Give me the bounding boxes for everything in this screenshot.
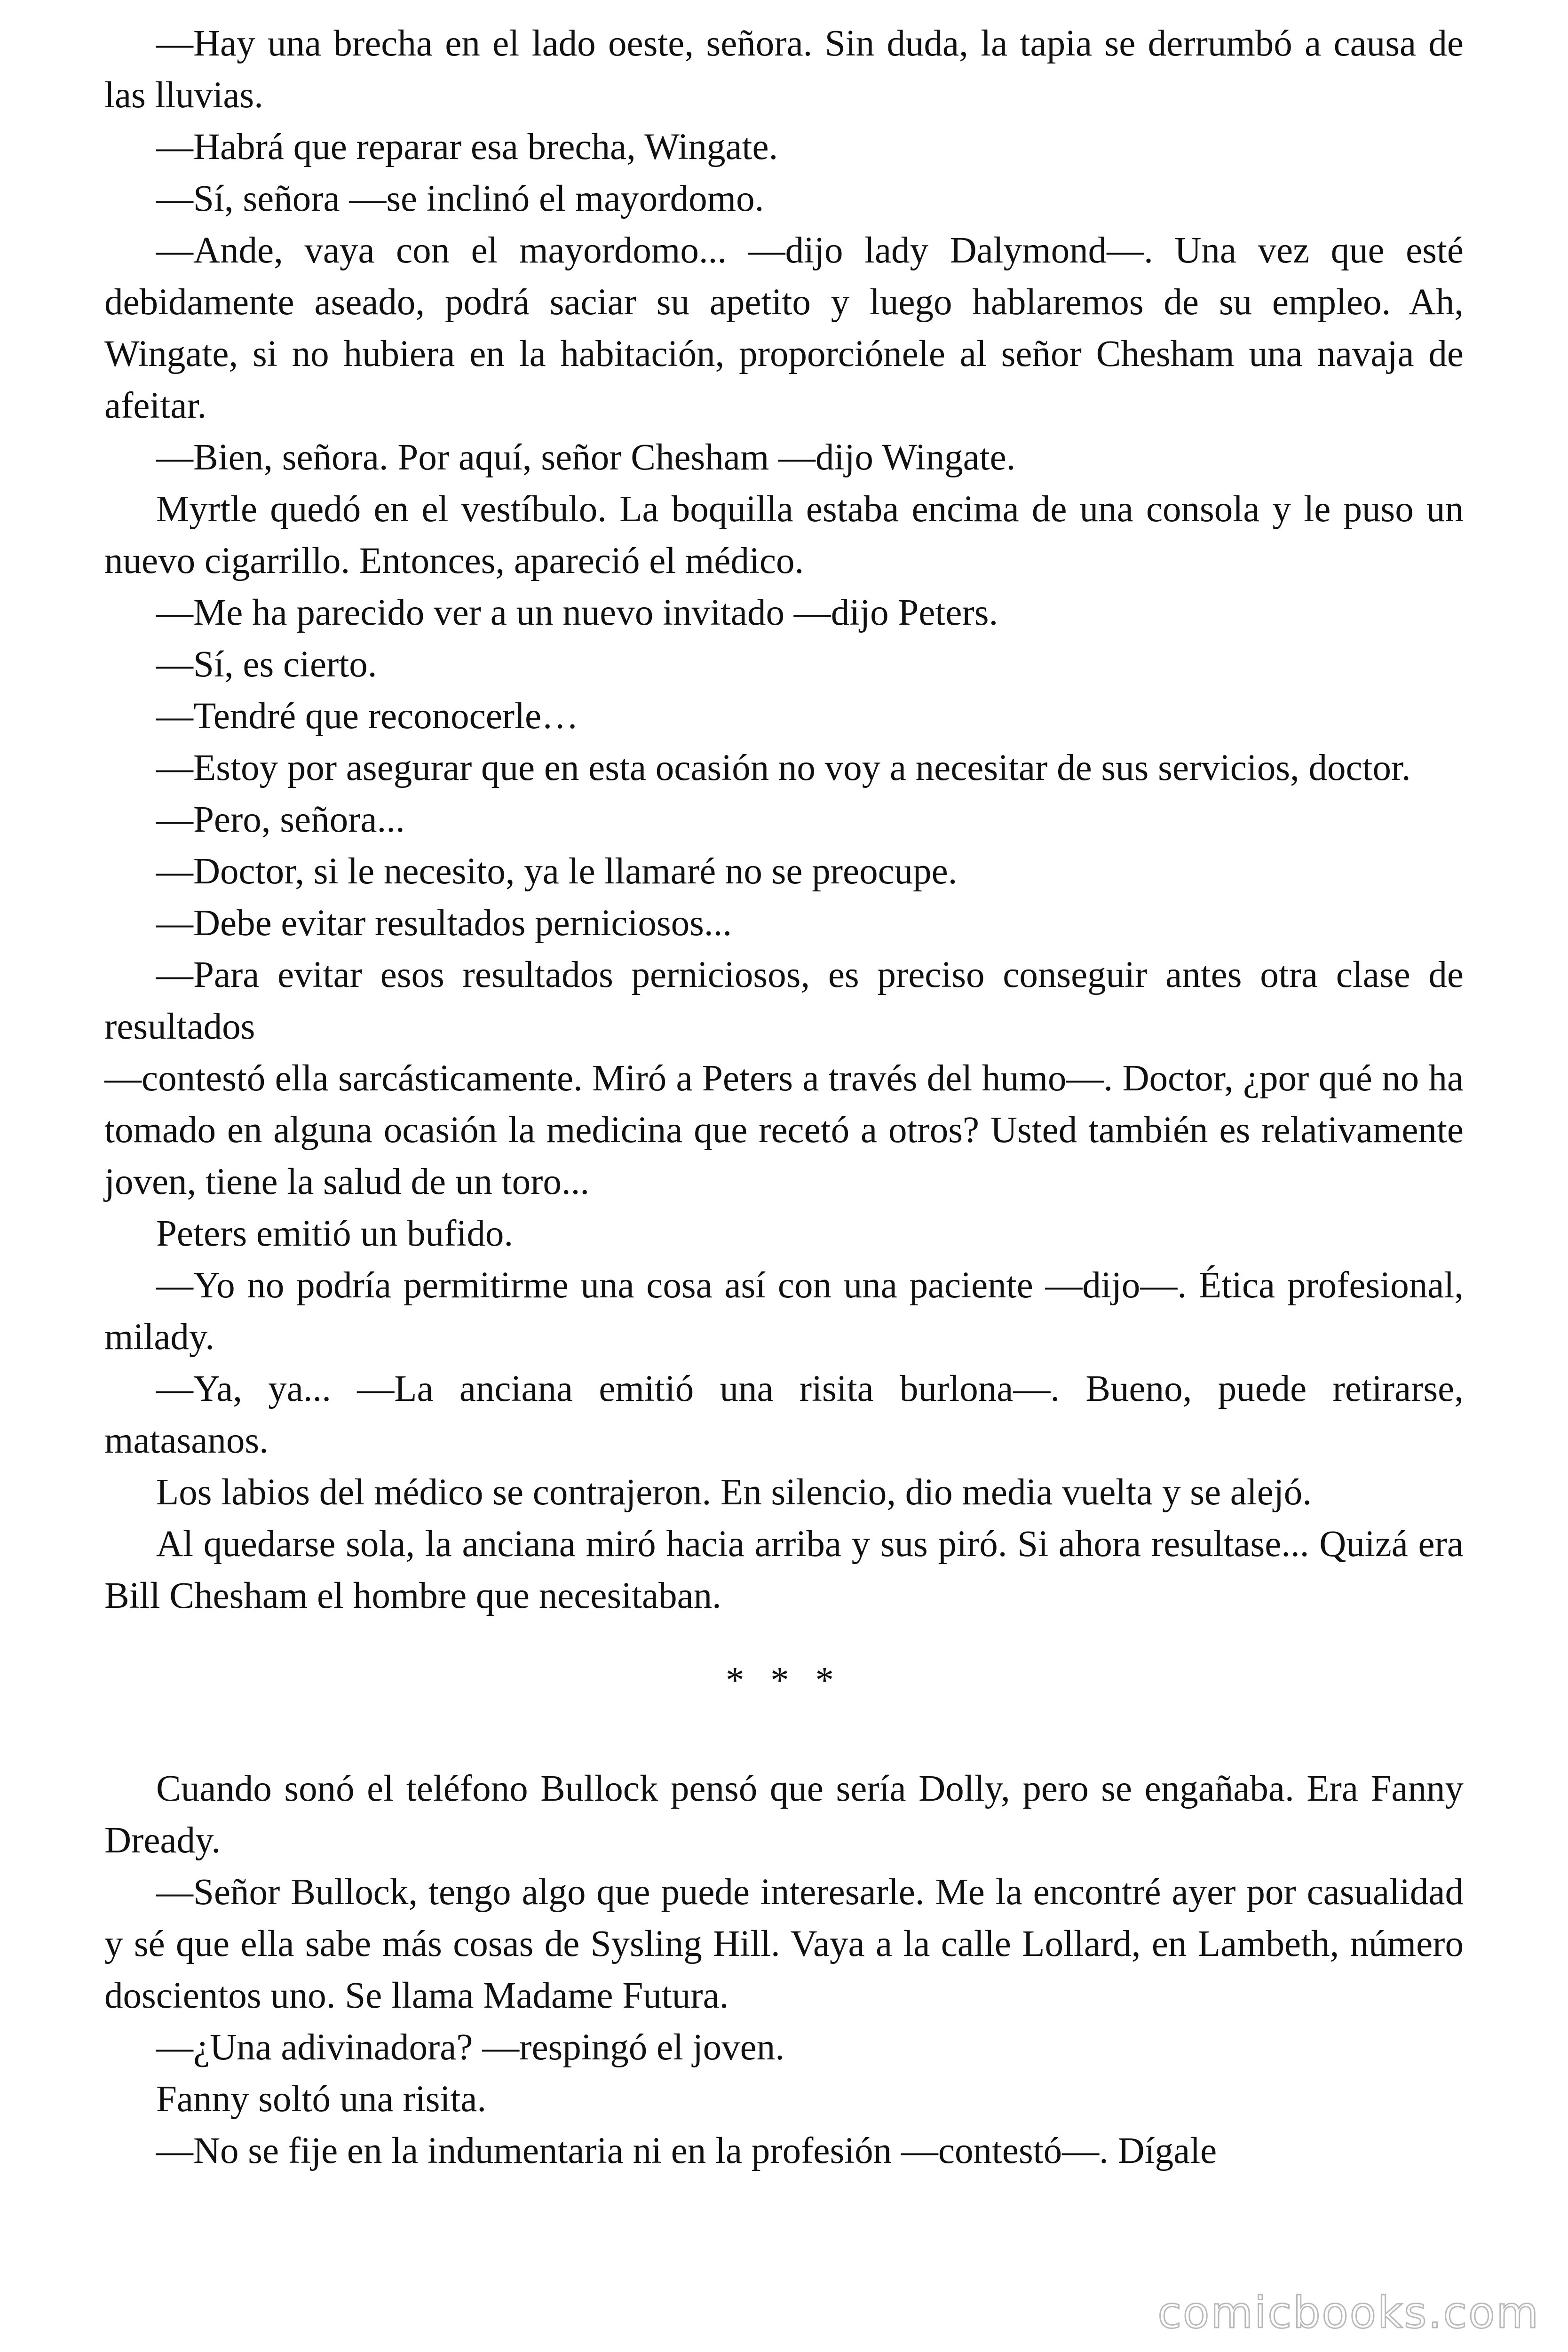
paragraph-13: —Debe evitar resultados perniciosos... <box>156 903 732 944</box>
paragraph-9: —Tendré que reconocerle… <box>156 696 579 737</box>
section-separator: * * * <box>726 1660 842 1701</box>
paragraph-4: —Ande, vaya con el mayordomo... —dijo lady Dalymond—. Una vez que esté debidamente aseado, podrá saciar su apetito y luego hablaremos de su empleo. Ah, Wingate, si no hubiera en la habitación, proporciónele al señor Chesham una navaja de afeitar. <box>104 230 1464 426</box>
paragraph-16: Peters emitió un bufido. <box>156 1213 514 1254</box>
paragraph-7: —Me ha parecido ver a un nuevo invitado —dijo Peters. <box>156 592 998 633</box>
paragraph-22: —Señor Bullock, tengo algo que puede interesarle. Me la encontré ayer por casualidad y sé que ella sabe más cosas de Sysling Hill. Vaya a la calle Lollard, en Lambeth, número doscientos uno. Se llama Madame Futura. <box>104 1872 1464 2016</box>
paragraph-15: —contestó ella sarcásticamente. Miró a Peters a través del humo—. Doctor, ¿por qué no ha tomado en alguna ocasión la medicina que recetó a otros? Usted también es relativamente joven, tiene la salud de un toro... <box>104 1058 1464 1202</box>
paragraph-24: Fanny soltó una risita. <box>156 2079 487 2120</box>
watermark: comicbooks.com <box>1157 2288 1540 2338</box>
paragraph-10: —Estoy por asegurar que en esta ocasión no voy a necesitar de sus servicios, doctor. <box>156 747 1411 788</box>
paragraph-14: —Para evitar esos resultados perniciosos, es preciso conseguir antes otra clase de resultados <box>104 954 1464 1047</box>
paragraph-20: Al quedarse sola, la anciana miró hacia arriba y sus piró. Si ahora resultase... Quizá era Bill Chesham el hombre que necesitaban. <box>104 1524 1464 1616</box>
body-text <box>104 18 1464 2177</box>
paragraph-1: —Hay una brecha en el lado oeste, señora. Sin duda, la tapia se derrumbó a causa de las lluvias. <box>104 23 1464 116</box>
paragraph-12: —Doctor, si le necesito, ya le llamaré no se preocupe. <box>156 851 958 892</box>
paragraph-6: Myrtle quedó en el vestíbulo. La boquilla estaba encima de una consola y le puso un nuevo cigarrillo. Entonces, apareció el médico. <box>104 489 1464 581</box>
paragraph-21: Cuando sonó el teléfono Bullock pensó que sería Dolly, pero se engañaba. Era Fanny Dready. <box>104 1768 1464 1861</box>
paragraph-2: —Habrá que reparar esa brecha, Wingate. <box>156 127 778 167</box>
paragraph-5: —Bien, señora. Por aquí, señor Chesham —dijo Wingate. <box>156 437 1016 478</box>
paragraph-17: —Yo no podría permitirme una cosa así con una paciente —dijo—. Ética profesional, milady. <box>104 1265 1464 1358</box>
paragraph-8: —Sí, es cierto. <box>156 644 377 685</box>
paragraph-11: —Pero, señora... <box>156 799 405 840</box>
paragraph-25: —No se fije en la indumentaria ni en la profesión —contestó—. Dígale <box>156 2130 1217 2171</box>
paragraph-3: —Sí, señora —se inclinó el mayordomo. <box>156 178 764 219</box>
paragraph-18: —Ya, ya... —La anciana emitió una risita burlona—. Bueno, puede retirarse, matasanos. <box>104 1368 1464 1461</box>
paragraph-19: Los labios del médico se contrajeron. En silencio, dio media vuelta y se alejó. <box>156 1472 1312 1513</box>
paragraph-23: —¿Una adivinadora? —respingó el joven. <box>156 2027 784 2068</box>
